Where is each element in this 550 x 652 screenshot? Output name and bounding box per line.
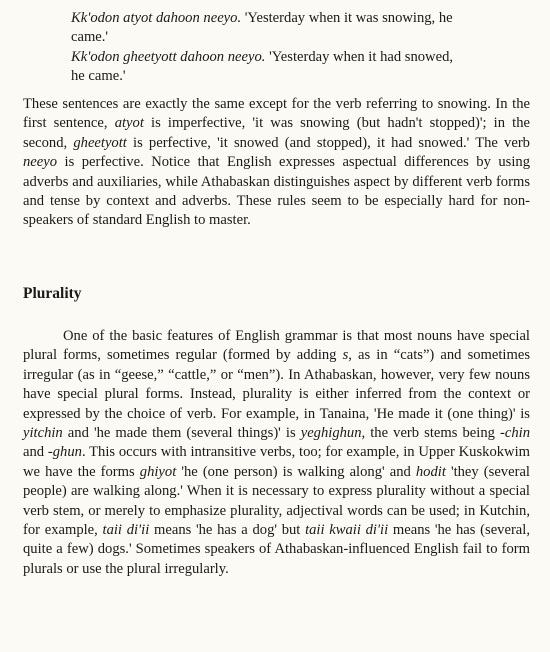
p2-word-9: taii kwaii di'ii xyxy=(305,522,389,539)
p2-word-8: taii di'ii xyxy=(102,522,150,539)
p1-text-4: is perfective. Notice that English expresses aspectual differences by using adverbs and auxiliaries, while Athabaskan distinguishes aspect by different verb forms and tense by context and adverbs. These rules seem to be especially hard for non-speakers of standard English to master. xyxy=(23,154,530,229)
example-2-native: Kk'odon gheetyott dahoon neeyo. xyxy=(71,49,266,65)
example-sentence-1 xyxy=(71,9,531,47)
p2-word-7: hodit xyxy=(415,463,446,480)
p1-word-1: atyot xyxy=(114,115,144,132)
p2-text-5: and xyxy=(23,444,48,461)
example-1-gloss-line2: came.' xyxy=(71,29,109,45)
p2-text-2: , as in “cats”) and sometimes irregular (as in “geese,” “cattle,” or “men”). In Athabaskan, however, very few nouns have special plural forms. Instead, plurality is either inferred from the context or expressed by the choice of verb. For example, in Tanaina, 'He made it (one thing)' is xyxy=(23,347,530,422)
example-1-gloss-line1: 'Yesterday when it was snowing, he xyxy=(244,10,453,26)
p2-text-7: 'he (one person) is walking along' and xyxy=(176,463,416,480)
p2-text-6: . This occurs with intransitive verbs, too; for example, in Upper Kuskokwim we have the forms xyxy=(23,444,530,480)
example-2-gloss-line2: he came.' xyxy=(71,68,126,84)
p2-word-4: -chin xyxy=(500,425,530,442)
p2-text-1: One of the basic features of English grammar is that most nouns have special plural forms, sometimes regular (formed by adding xyxy=(23,328,530,364)
p1-word-3: neeyo xyxy=(23,154,58,171)
p2-text-9: means 'he has a dog' but xyxy=(149,522,306,539)
p1-text-2: is imperfective, 'it was snowing (but hadn't stopped)'; in the second, xyxy=(23,115,530,151)
p2-text-3: and 'he made them (several things)' is xyxy=(62,425,301,442)
p1-word-2: gheetyott xyxy=(73,134,127,151)
p2-word-6: ghiyot xyxy=(139,463,177,480)
section-heading: Plurality xyxy=(23,285,82,302)
example-1-native: Kk'odon atyot dahoon neeyo. xyxy=(71,10,242,26)
p2-text-10: means 'he has (several, quite a few) dogs.' Sometimes speakers of Athabaskan-influenced English fail to form plurals or use the plural irregularly. xyxy=(23,522,530,577)
p2-word-2: yitchin xyxy=(23,425,63,442)
plurality-paragraph xyxy=(23,327,530,579)
p2-word-3: yeghighun xyxy=(300,425,362,442)
p1-text-3: is perfective, 'it snowed (and stopped), it had snowed.' The verb xyxy=(126,134,530,151)
p2-text-8: 'they (several people) are walking along.' When it is necessary to express plurality without a special verb stem, or merely to emphasize plurality, adjectival words can be used; in Kutchin, for example, xyxy=(23,463,530,539)
p2-text-4: , the verb stems being xyxy=(361,425,500,442)
p2-word-5: -ghun xyxy=(47,444,82,461)
p2-word-1: s xyxy=(342,347,349,364)
p1-text-1: These sentences are exactly the same except for the verb referring to snowing. In the first sentence, xyxy=(23,96,530,132)
aspect-paragraph xyxy=(23,95,530,231)
example-2-gloss-line1: 'Yesterday when it had snowed, xyxy=(269,49,454,65)
example-sentence-2 xyxy=(71,48,531,86)
